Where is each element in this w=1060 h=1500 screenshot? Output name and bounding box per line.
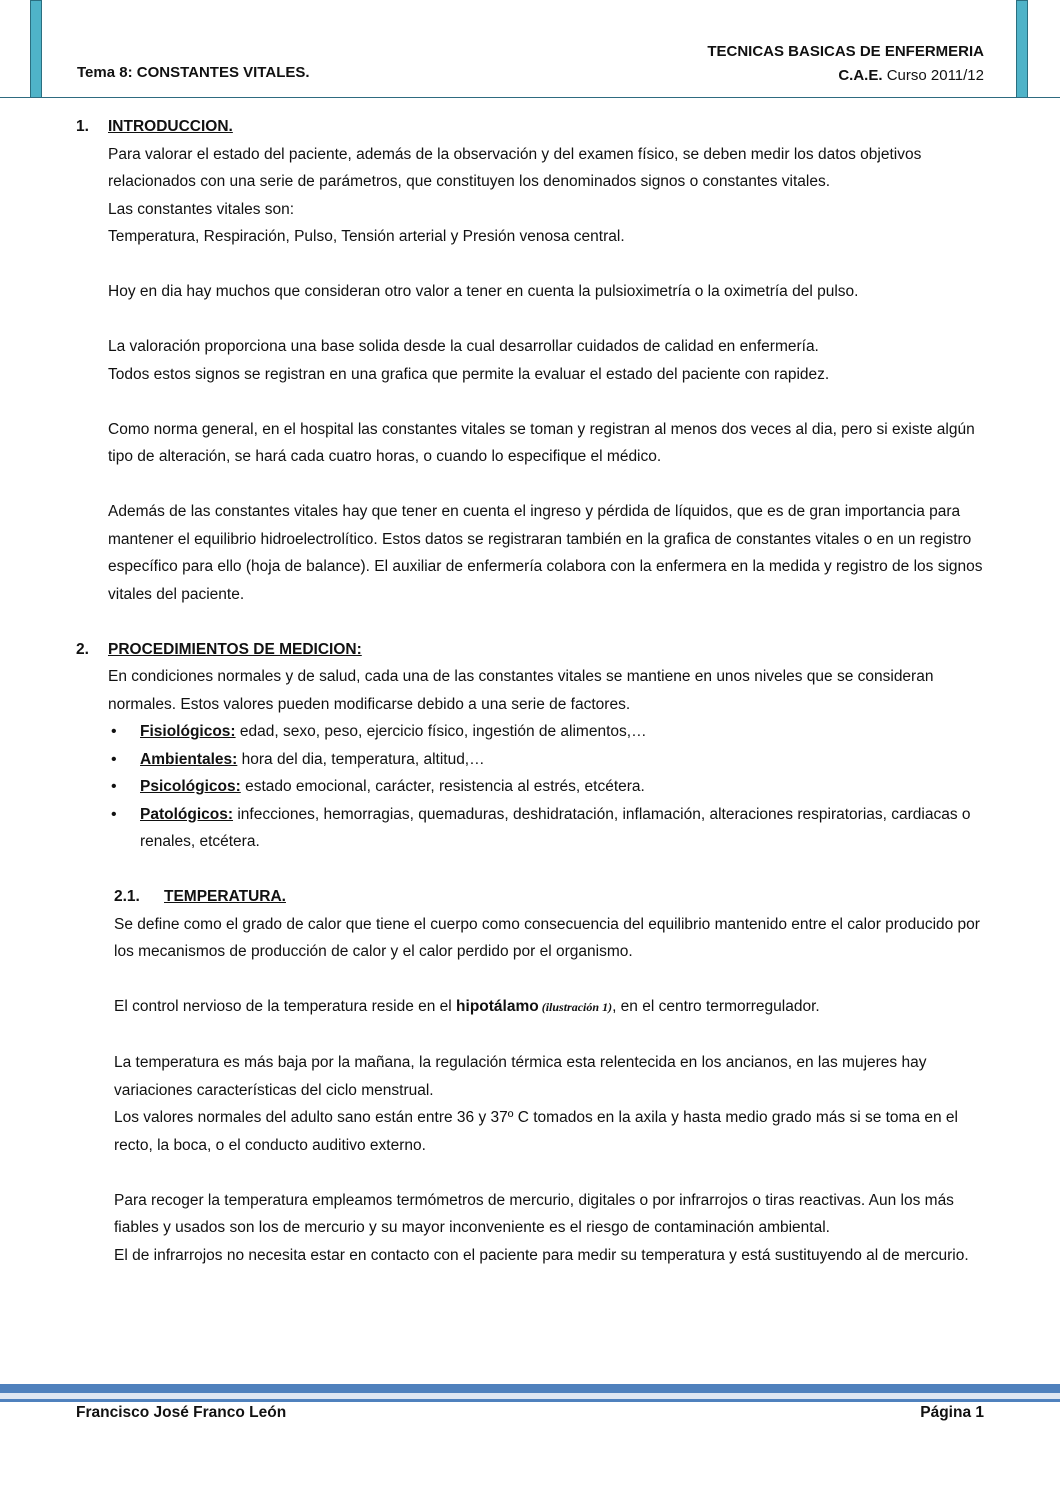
illustration-reference: (ilustración 1) [538,1000,613,1014]
paragraph: Los valores normales del adulto sano están entre 36 y 37º C tomados en la axila y hasta medio grado más si se toma en el recto, la boca, o el conducto auditivo externo. [114,1109,958,1154]
paragraph: Las constantes vitales son: [108,200,295,218]
paragraph [114,993,988,1022]
list-item [140,801,988,856]
factor-term: Patológicos: [140,805,234,823]
document-body [76,113,988,1269]
section-number: 2. [76,640,89,658]
list-item [140,746,988,774]
hipotalamo-term: hipotálamo [456,998,539,1015]
paragraph: Como norma general, en el hospital las constantes vitales se toman y registran al menos dos veces al dia, pero si existe algún tipo de alteración, se hará cada cuatro horas, o cuando lo especifique el médico. [108,420,975,465]
section-title: INTRODUCCION. [108,118,233,135]
section-number: 1. [76,118,89,135]
section-1-body [108,141,988,636]
header-right-accent-bar [1016,0,1028,98]
text-run: El control nervioso de la temperatura reside en el [114,998,457,1015]
text-run: , en el centro termorregulador. [612,998,820,1015]
header-course-info [707,40,984,88]
section-2-1 [114,883,988,1269]
factor-text: hora del dia, temperatura, altitud,… [237,750,485,768]
section-1-heading [76,113,988,141]
header-cae: C.A.E. [838,67,883,84]
paragraph: Se define como el grado de calor que tiene el cuerpo como consecuencia del equilibrio mantenido entre el calor producido por los mecanismos de producción de calor y el calor perdido por el organismo. [114,915,980,960]
section-2-body [108,663,988,718]
factor-term: Fisiológicos: [140,723,236,740]
header-left-accent-bar [30,0,42,98]
paragraph: La valoración proporciona una base solida desde la cual desarrollar cuidados de calidad en enfermería. [108,338,819,355]
paragraph: Temperatura, Respiración, Pulso, Tensión arterial y Presión venosa central. [108,228,625,245]
paragraph: Para recoger la temperatura empleamos termómetros de mercurio, digitales o por infrarrojos o tiras reactivas. Aun los más fiables y usados son los de mercurio y su mayor inconveniente es el riesgo de contaminación ambiental. [114,1191,954,1236]
footer-page-number: Página 1 [920,1404,984,1421]
footer-author: Francisco José Franco León [76,1404,287,1421]
footer-rule [0,1399,1060,1402]
list-item [140,718,988,746]
footer-bar [0,1384,1060,1393]
section-2-1-heading [114,883,988,911]
paragraph: Hoy en dia hay muchos que consideran otro valor a tener en cuenta la pulsioximetría o la oximetría del pulso. [108,283,859,300]
factor-term: Psicológicos: [140,778,241,795]
paragraph: Además de las constantes vitales hay que tener en cuenta el ingreso y pérdida de líquidos, que es de gran importancia para mantener el equilibrio hidroelectrolítico. Estos datos se registraran también en la grafica de constantes vitales o en un registro específico para ello (hoja de balance). El auxiliar de enfermería colabora con la enfermera en la medida y registro de los signos vitales del paciente. [108,503,983,603]
subsection-title: TEMPERATURA. [164,888,286,905]
paragraph: Todos estos signos se registran en una grafica que permite la evaluar el estado del paciente con rapidez. [108,365,830,383]
factor-text: infecciones, hemorragias, quemaduras, deshidratación, inflamación, alteraciones respiratorias, cardiacas o renales, etcétera. [140,805,971,850]
list-item [140,773,988,801]
header-divider [0,97,1060,98]
header-topic: Tema 8: CONSTANTES VITALES. [77,64,310,81]
paragraph: El de infrarrojos no necesita estar en contacto con el paciente para medir su temperatura y está sustituyendo al de mercurio. [114,1246,969,1264]
paragraph: La temperatura es más baja por la mañana, la regulación térmica esta relentecida en los ancianos, en las mujeres hay variaciones características del ciclo menstrual. [114,1054,927,1099]
paragraph: Para valorar el estado del paciente, además de la observación y del examen físico, se deben medir los datos objetivos relacionados con una serie de parámetros, que constituyen los denominados signos o constantes vitales. [108,145,922,190]
header-course-year [707,64,984,88]
section-title: PROCEDIMIENTOS DE MEDICION: [108,640,362,658]
factor-term: Ambientales: [140,750,238,768]
paragraph: En condiciones normales y de salud, cada una de las constantes vitales se mantiene en unos niveles que se consideran normales. Estos valores pueden modificarse debido a una serie de factores. [108,668,934,713]
factor-text: edad, sexo, peso, ejercicio físico, ingestión de alimentos,… [235,723,647,740]
factor-text: estado emocional, carácter, resistencia al estrés, etcétera. [240,778,645,795]
subsection-number: 2.1. [114,888,140,905]
factor-list [76,718,988,856]
section-2-heading [76,636,988,664]
header-course-title: TECNICAS BASICAS DE ENFERMERIA [707,43,984,60]
header-year: Curso 2011/12 [882,67,984,84]
